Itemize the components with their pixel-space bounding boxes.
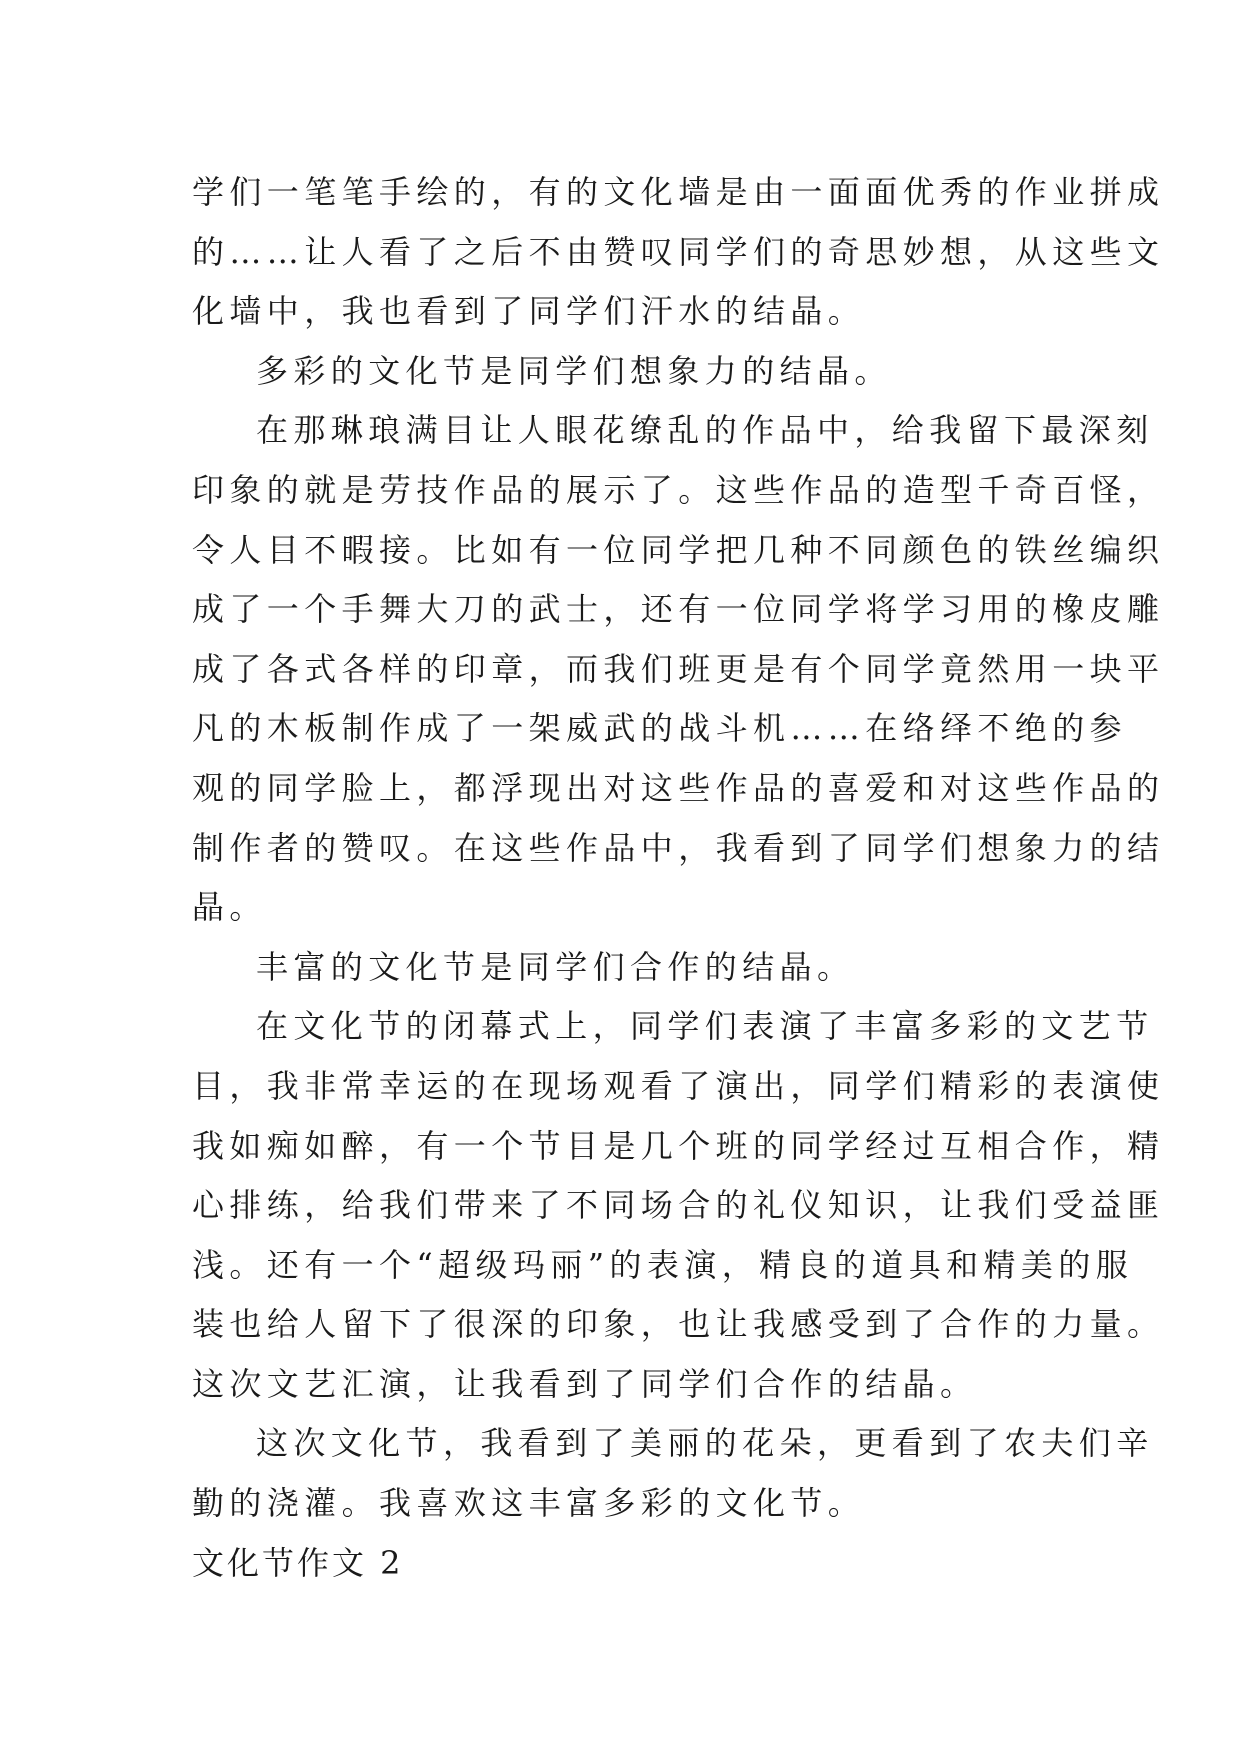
paragraph-topic-sentence: 丰富的文化节是同学们合作的结晶。 [256, 947, 855, 986]
text-line: 的……让人看了之后不由赞叹同学们的奇思妙想，从这些文 [192, 232, 1165, 271]
text-line: 制作者的赞叹。在这些作品中，我看到了同学们想象力的结 [192, 828, 1165, 867]
text-line: 化墙中，我也看到了同学们汗水的结晶。 [192, 292, 866, 331]
text-line: 成了各式各样的印章，而我们班更是有个同学竟然用一块平 [192, 649, 1165, 688]
text-line: 浅。还有一个“超级玛丽”的表演，精良的道具和精美的服 [192, 1245, 1134, 1284]
text-line: 凡的木板制作成了一架威武的战斗机……在络绎不绝的参 [192, 709, 1128, 748]
text-line: 在文化节的闭幕式上，同学们表演了丰富多彩的文艺节 [256, 1007, 1154, 1046]
text-line: 观的同学脸上，都浮现出对这些作品的喜爱和对这些作品的 [192, 768, 1165, 807]
text-line: 勤的浇灌。我喜欢这丰富多彩的文化节。 [192, 1484, 866, 1523]
text-line: 这次文艺汇演，让我看到了同学们合作的结晶。 [192, 1364, 978, 1403]
section-heading: 文化节作文 2 [192, 1543, 404, 1582]
text-line: 印象的就是劳技作品的展示了。这些作品的造型千奇百怪， [192, 470, 1165, 509]
text-line: 我如痴如醉，有一个节目是几个班的同学经过互相合作，精 [192, 1126, 1165, 1165]
text-line: 心排练，给我们带来了不同场合的礼仪知识，让我们受益匪 [192, 1186, 1165, 1225]
document-body [192, 163, 1165, 1593]
text-line: 成了一个手舞大刀的武士，还有一位同学将学习用的橡皮雕 [192, 590, 1165, 629]
text-line: 在那琳琅满目让人眼花缭乱的作品中，给我留下最深刻 [256, 411, 1154, 450]
text-line: 这次文化节，我看到了美丽的花朵，更看到了农夫们辛 [256, 1424, 1154, 1463]
text-line: 目，我非常幸运的在现场观看了演出，同学们精彩的表演使 [192, 1066, 1165, 1105]
text-line: 学们一笔笔手绘的，有的文化墙是由一面面优秀的作业拼成 [192, 173, 1165, 211]
paragraph-topic-sentence: 多彩的文化节是同学们想象力的结晶。 [256, 351, 892, 390]
text-line: 晶。 [192, 888, 267, 927]
text-line: 装也给人留下了很深的印象，也让我感受到了合作的力量。 [192, 1305, 1165, 1344]
text-line: 令人目不暇接。比如有一位同学把几种不同颜色的铁丝编织 [192, 530, 1165, 569]
